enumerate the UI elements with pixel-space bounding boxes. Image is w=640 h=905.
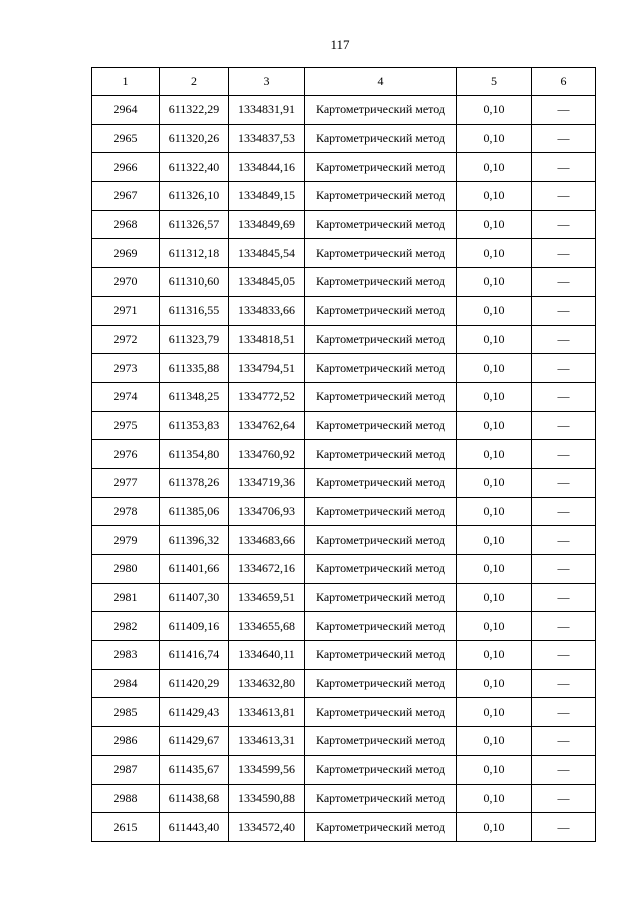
cell-x-coordinate: 611312,18 xyxy=(160,239,229,268)
table-row xyxy=(92,583,596,612)
cell-y-coordinate: 1334640,11 xyxy=(229,641,305,670)
table-row xyxy=(92,153,596,182)
cell-accuracy: 0,10 xyxy=(457,583,532,612)
cell-note: — xyxy=(532,325,596,354)
cell-x-coordinate: 611322,40 xyxy=(160,153,229,182)
cell-accuracy: 0,10 xyxy=(457,669,532,698)
cell-x-coordinate: 611326,57 xyxy=(160,210,229,239)
cell-accuracy: 0,10 xyxy=(457,641,532,670)
cell-y-coordinate: 1334818,51 xyxy=(229,325,305,354)
cell-y-coordinate: 1334844,16 xyxy=(229,153,305,182)
cell-y-coordinate: 1334683,66 xyxy=(229,526,305,555)
table-row xyxy=(92,669,596,698)
cell-accuracy: 0,10 xyxy=(457,755,532,784)
cell-point-number: 2974 xyxy=(92,382,160,411)
cell-method: Картометрический метод xyxy=(305,96,457,125)
cell-y-coordinate: 1334794,51 xyxy=(229,354,305,383)
cell-x-coordinate: 611407,30 xyxy=(160,583,229,612)
cell-method: Картометрический метод xyxy=(305,440,457,469)
cell-y-coordinate: 1334613,81 xyxy=(229,698,305,727)
cell-method: Картометрический метод xyxy=(305,182,457,211)
cell-note: — xyxy=(532,296,596,325)
cell-x-coordinate: 611354,80 xyxy=(160,440,229,469)
cell-accuracy: 0,10 xyxy=(457,612,532,641)
cell-accuracy: 0,10 xyxy=(457,497,532,526)
cell-y-coordinate: 1334760,92 xyxy=(229,440,305,469)
cell-point-number: 2969 xyxy=(92,239,160,268)
cell-y-coordinate: 1334706,93 xyxy=(229,497,305,526)
cell-point-number: 2976 xyxy=(92,440,160,469)
cell-accuracy: 0,10 xyxy=(457,268,532,297)
cell-method: Картометрический метод xyxy=(305,325,457,354)
cell-method: Картометрический метод xyxy=(305,784,457,813)
cell-x-coordinate: 611323,79 xyxy=(160,325,229,354)
cell-note: — xyxy=(532,239,596,268)
cell-x-coordinate: 611429,67 xyxy=(160,727,229,756)
cell-accuracy: 0,10 xyxy=(457,96,532,125)
table-row xyxy=(92,698,596,727)
cell-point-number: 2984 xyxy=(92,669,160,698)
cell-note: — xyxy=(532,813,596,842)
cell-accuracy: 0,10 xyxy=(457,153,532,182)
cell-method: Картометрический метод xyxy=(305,468,457,497)
table-row xyxy=(92,526,596,555)
cell-method: Картометрический метод xyxy=(305,555,457,584)
cell-method: Картометрический метод xyxy=(305,124,457,153)
cell-x-coordinate: 611378,26 xyxy=(160,468,229,497)
cell-note: — xyxy=(532,96,596,125)
cell-x-coordinate: 611316,55 xyxy=(160,296,229,325)
table-row xyxy=(92,755,596,784)
header-col-5: 5 xyxy=(457,68,532,96)
table-row xyxy=(92,325,596,354)
cell-note: — xyxy=(532,641,596,670)
cell-note: — xyxy=(532,268,596,297)
cell-x-coordinate: 611420,29 xyxy=(160,669,229,698)
page-number: 117 xyxy=(330,37,350,52)
cell-method: Картометрический метод xyxy=(305,268,457,297)
cell-accuracy: 0,10 xyxy=(457,440,532,469)
cell-x-coordinate: 611409,16 xyxy=(160,612,229,641)
table-row xyxy=(92,354,596,383)
cell-x-coordinate: 611396,32 xyxy=(160,526,229,555)
cell-note: — xyxy=(532,440,596,469)
cell-point-number: 2975 xyxy=(92,411,160,440)
header-row xyxy=(92,68,596,96)
cell-x-coordinate: 611348,25 xyxy=(160,382,229,411)
table-row xyxy=(92,382,596,411)
cell-note: — xyxy=(532,497,596,526)
table-body xyxy=(92,96,596,842)
cell-x-coordinate: 611326,10 xyxy=(160,182,229,211)
cell-accuracy: 0,10 xyxy=(457,182,532,211)
table-row xyxy=(92,239,596,268)
cell-x-coordinate: 611443,40 xyxy=(160,813,229,842)
cell-point-number: 2967 xyxy=(92,182,160,211)
cell-y-coordinate: 1334845,54 xyxy=(229,239,305,268)
table-row xyxy=(92,641,596,670)
cell-x-coordinate: 611335,88 xyxy=(160,354,229,383)
cell-point-number: 2964 xyxy=(92,96,160,125)
cell-y-coordinate: 1334632,80 xyxy=(229,669,305,698)
header-col-3: 3 xyxy=(229,68,305,96)
cell-accuracy: 0,10 xyxy=(457,239,532,268)
cell-x-coordinate: 611416,74 xyxy=(160,641,229,670)
cell-point-number: 2983 xyxy=(92,641,160,670)
cell-note: — xyxy=(532,669,596,698)
cell-point-number: 2968 xyxy=(92,210,160,239)
header-col-4: 4 xyxy=(305,68,457,96)
cell-accuracy: 0,10 xyxy=(457,698,532,727)
cell-y-coordinate: 1334572,40 xyxy=(229,813,305,842)
cell-accuracy: 0,10 xyxy=(457,382,532,411)
cell-method: Картометрический метод xyxy=(305,153,457,182)
header-col-6: 6 xyxy=(532,68,596,96)
table-row xyxy=(92,440,596,469)
cell-method: Картометрический метод xyxy=(305,813,457,842)
cell-accuracy: 0,10 xyxy=(457,411,532,440)
cell-point-number: 2615 xyxy=(92,813,160,842)
cell-accuracy: 0,10 xyxy=(457,210,532,239)
cell-accuracy: 0,10 xyxy=(457,784,532,813)
cell-note: — xyxy=(532,124,596,153)
cell-y-coordinate: 1334599,56 xyxy=(229,755,305,784)
cell-accuracy: 0,10 xyxy=(457,325,532,354)
table-row xyxy=(92,813,596,842)
cell-method: Картометрический метод xyxy=(305,382,457,411)
cell-point-number: 2986 xyxy=(92,727,160,756)
table-row xyxy=(92,124,596,153)
cell-point-number: 2973 xyxy=(92,354,160,383)
cell-y-coordinate: 1334849,69 xyxy=(229,210,305,239)
table-row xyxy=(92,612,596,641)
cell-x-coordinate: 611310,60 xyxy=(160,268,229,297)
cell-method: Картометрический метод xyxy=(305,354,457,383)
cell-note: — xyxy=(532,382,596,411)
cell-y-coordinate: 1334672,16 xyxy=(229,555,305,584)
cell-accuracy: 0,10 xyxy=(457,727,532,756)
cell-y-coordinate: 1334655,68 xyxy=(229,612,305,641)
table-row xyxy=(92,96,596,125)
cell-accuracy: 0,10 xyxy=(457,526,532,555)
cell-point-number: 2985 xyxy=(92,698,160,727)
cell-point-number: 2980 xyxy=(92,555,160,584)
cell-point-number: 2965 xyxy=(92,124,160,153)
cell-x-coordinate: 611401,66 xyxy=(160,555,229,584)
cell-note: — xyxy=(532,727,596,756)
cell-x-coordinate: 611438,68 xyxy=(160,784,229,813)
cell-y-coordinate: 1334659,51 xyxy=(229,583,305,612)
cell-note: — xyxy=(532,526,596,555)
header-col-1: 1 xyxy=(92,68,160,96)
cell-y-coordinate: 1334613,31 xyxy=(229,727,305,756)
cell-method: Картометрический метод xyxy=(305,669,457,698)
cell-method: Картометрический метод xyxy=(305,296,457,325)
cell-note: — xyxy=(532,468,596,497)
cell-method: Картометрический метод xyxy=(305,755,457,784)
cell-accuracy: 0,10 xyxy=(457,813,532,842)
cell-point-number: 2979 xyxy=(92,526,160,555)
cell-point-number: 2966 xyxy=(92,153,160,182)
cell-method: Картометрический метод xyxy=(305,411,457,440)
cell-accuracy: 0,10 xyxy=(457,124,532,153)
cell-y-coordinate: 1334831,91 xyxy=(229,96,305,125)
cell-method: Картометрический метод xyxy=(305,497,457,526)
table-row xyxy=(92,411,596,440)
cell-note: — xyxy=(532,182,596,211)
cell-point-number: 2982 xyxy=(92,612,160,641)
cell-y-coordinate: 1334772,52 xyxy=(229,382,305,411)
table-row xyxy=(92,182,596,211)
cell-method: Картометрический метод xyxy=(305,727,457,756)
cell-y-coordinate: 1334590,88 xyxy=(229,784,305,813)
cell-y-coordinate: 1334833,66 xyxy=(229,296,305,325)
cell-point-number: 2971 xyxy=(92,296,160,325)
cell-x-coordinate: 611322,29 xyxy=(160,96,229,125)
table-header xyxy=(92,68,596,96)
table-row xyxy=(92,268,596,297)
coordinates-table xyxy=(91,67,596,842)
cell-accuracy: 0,10 xyxy=(457,296,532,325)
cell-x-coordinate: 611353,83 xyxy=(160,411,229,440)
cell-x-coordinate: 611385,06 xyxy=(160,497,229,526)
table-row xyxy=(92,784,596,813)
cell-method: Картометрический метод xyxy=(305,583,457,612)
cell-accuracy: 0,10 xyxy=(457,555,532,584)
cell-note: — xyxy=(532,210,596,239)
cell-x-coordinate: 611435,67 xyxy=(160,755,229,784)
cell-point-number: 2981 xyxy=(92,583,160,612)
table-row xyxy=(92,468,596,497)
cell-accuracy: 0,10 xyxy=(457,354,532,383)
cell-note: — xyxy=(532,153,596,182)
table-row xyxy=(92,210,596,239)
cell-point-number: 2978 xyxy=(92,497,160,526)
cell-point-number: 2972 xyxy=(92,325,160,354)
cell-method: Картометрический метод xyxy=(305,612,457,641)
cell-y-coordinate: 1334845,05 xyxy=(229,268,305,297)
cell-method: Картометрический метод xyxy=(305,641,457,670)
cell-y-coordinate: 1334762,64 xyxy=(229,411,305,440)
cell-x-coordinate: 611429,43 xyxy=(160,698,229,727)
table-row xyxy=(92,296,596,325)
cell-y-coordinate: 1334719,36 xyxy=(229,468,305,497)
cell-note: — xyxy=(532,784,596,813)
cell-accuracy: 0,10 xyxy=(457,468,532,497)
cell-note: — xyxy=(532,354,596,383)
header-col-2: 2 xyxy=(160,68,229,96)
cell-point-number: 2970 xyxy=(92,268,160,297)
cell-method: Картометрический метод xyxy=(305,210,457,239)
cell-method: Картометрический метод xyxy=(305,698,457,727)
cell-note: — xyxy=(532,755,596,784)
cell-point-number: 2977 xyxy=(92,468,160,497)
cell-note: — xyxy=(532,411,596,440)
table-row xyxy=(92,497,596,526)
table-row xyxy=(92,555,596,584)
cell-x-coordinate: 611320,26 xyxy=(160,124,229,153)
cell-note: — xyxy=(532,555,596,584)
cell-method: Картометрический метод xyxy=(305,526,457,555)
cell-y-coordinate: 1334837,53 xyxy=(229,124,305,153)
cell-method: Картометрический метод xyxy=(305,239,457,268)
table-row xyxy=(92,727,596,756)
cell-note: — xyxy=(532,698,596,727)
cell-y-coordinate: 1334849,15 xyxy=(229,182,305,211)
cell-point-number: 2988 xyxy=(92,784,160,813)
cell-point-number: 2987 xyxy=(92,755,160,784)
cell-note: — xyxy=(532,583,596,612)
cell-note: — xyxy=(532,612,596,641)
